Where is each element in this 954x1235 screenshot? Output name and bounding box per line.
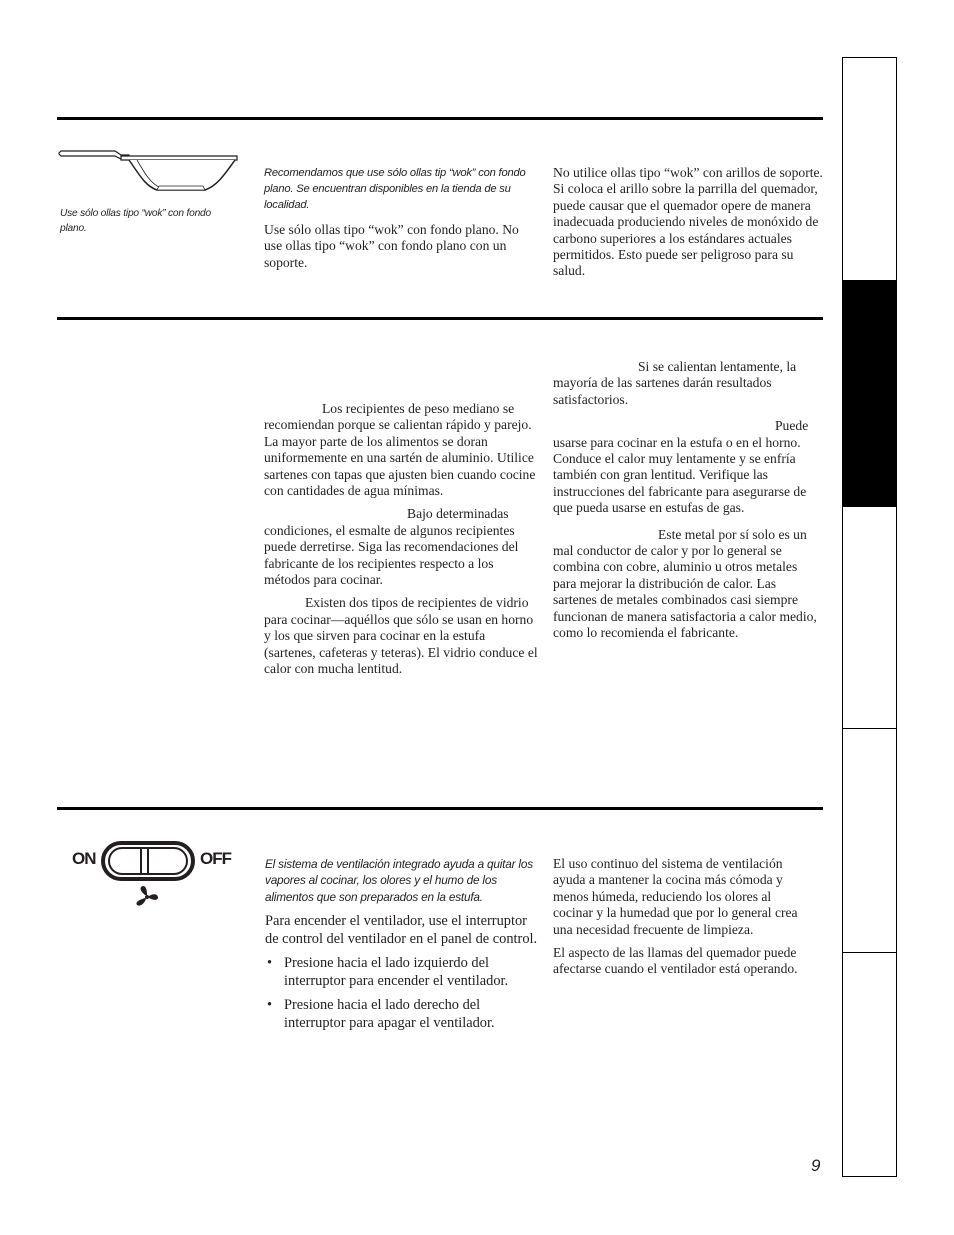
wok-intro: Recomendamos que use sólo ollas tip “wok” con fondo plano. Se encuentran disponibles en la tienda de su localidad. (264, 167, 526, 211)
section-rule (57, 807, 823, 810)
wok-body: Use sólo ollas tipo “wok” con fondo plano. No use ollas tipo “wok” con fondo plano con un soporte. (264, 222, 519, 270)
cookware-right-column (553, 359, 823, 642)
enamel-paragraph: Bajo determinadas condiciones, el esmalte de algunos recipientes puede derretirse. Siga las recomendaciones del fabricante de los recipientes respecto a los métodos para cocinar. (264, 506, 519, 588)
vent-bullet-list (265, 954, 520, 1032)
fan-icon (134, 885, 160, 909)
wok-caption: Use sólo ollas tipo “wok” con fondo plano. (60, 208, 211, 234)
tab-divider (843, 506, 896, 507)
glass-paragraph: Existen dos tipos de recipientes de vidrio para cocinar—aquéllos que sólo se usan en horno y los que sirven para cocinar en la estufa (sartenes, cafeteras y teteras). El vidrio conduce el calor con mucha lentitud. (264, 595, 538, 677)
tab-divider (843, 728, 896, 729)
aluminum-paragraph: Los recipientes de peso mediano se recomiendan porque se calientan rápido y parejo. La mayor parte de los alimentos se doran uniformemente en una sartén de aluminio. Utilice sartenes con tapas que ajusten bien cuando cocine con cantidades de agua mínimas. (264, 401, 536, 499)
vent-switch-diagram (72, 841, 242, 911)
page-number: 9 (811, 1156, 821, 1175)
vent-left-column (265, 856, 540, 1032)
side-tab-column (842, 57, 897, 1177)
wok-warning: No utilice ollas tipo “wok” con arillos de soporte. Si coloca el arillo sobre la parrilla del quemador, puede causar que el quemador opere de manera inadecuada produciendo niveles de monóxido de carbono superiores a los estándares actuales permitidos. Esto puede ser peligroso para su salud. (553, 165, 823, 279)
copper-paragraph: Si se calientan lentamente, la mayoría de las sartenes darán resultados satisfactorios. (553, 359, 797, 407)
list-item: • Presione hacia el lado izquierdo del interruptor para encender el ventilador. (265, 954, 520, 990)
section-rule (57, 317, 823, 320)
vent-continuous-use: El uso continuo del sistema de ventilación ayuda a mantener la cocina más cómoda y menos húmeda, reduciendo los olores al cocinar y la humedad que por lo general crea una necesidad frecuente de limpieza. (553, 856, 798, 937)
fan-rocker-switch (101, 841, 197, 881)
ceramic-paragraph: Puede usarse para cocinar en la estufa o en el horno. Conduce el calor muy lentamente y se enfría también con gran lentitud. Verifique las instrucciones del fabricante para asegurarse de que pueda usarse en estufas de gas. (553, 418, 809, 516)
switch-on-label: ON (72, 849, 96, 868)
active-section-tab (843, 280, 896, 506)
wok-left-column (264, 165, 539, 271)
cookware-left-column (264, 401, 539, 678)
vent-body: Para encender el ventilador, use el interruptor de control del ventilador en el panel de control. (265, 912, 538, 947)
vent-intro: El sistema de ventilación integrado ayuda a quitar los vapores al cocinar, los olores y el humo de los alimentos que son preparados en la estufa. (265, 857, 533, 904)
switch-off-label: OFF (200, 849, 231, 868)
list-item: • Presione hacia el lado derecho del interruptor para apagar el ventilador. (265, 996, 520, 1032)
steel-paragraph: Este metal por sí solo es un mal conductor de calor y por lo general se combina con cobre, aluminio u otros metales para mejorar la distribución de calor. Las sartenes de metales combinados casi siempre funcionan de manera satisfactoria a calor medio, como lo recomienda el fabricante. (553, 526, 817, 641)
vent-right-column (553, 856, 808, 978)
wok-pan-illustration (57, 146, 241, 194)
vent-flame-note: El aspecto de las llamas del quemador puede afectarse cuando el ventilador está operando. (553, 945, 798, 977)
tab-divider (843, 952, 896, 953)
section-rule (57, 117, 823, 120)
